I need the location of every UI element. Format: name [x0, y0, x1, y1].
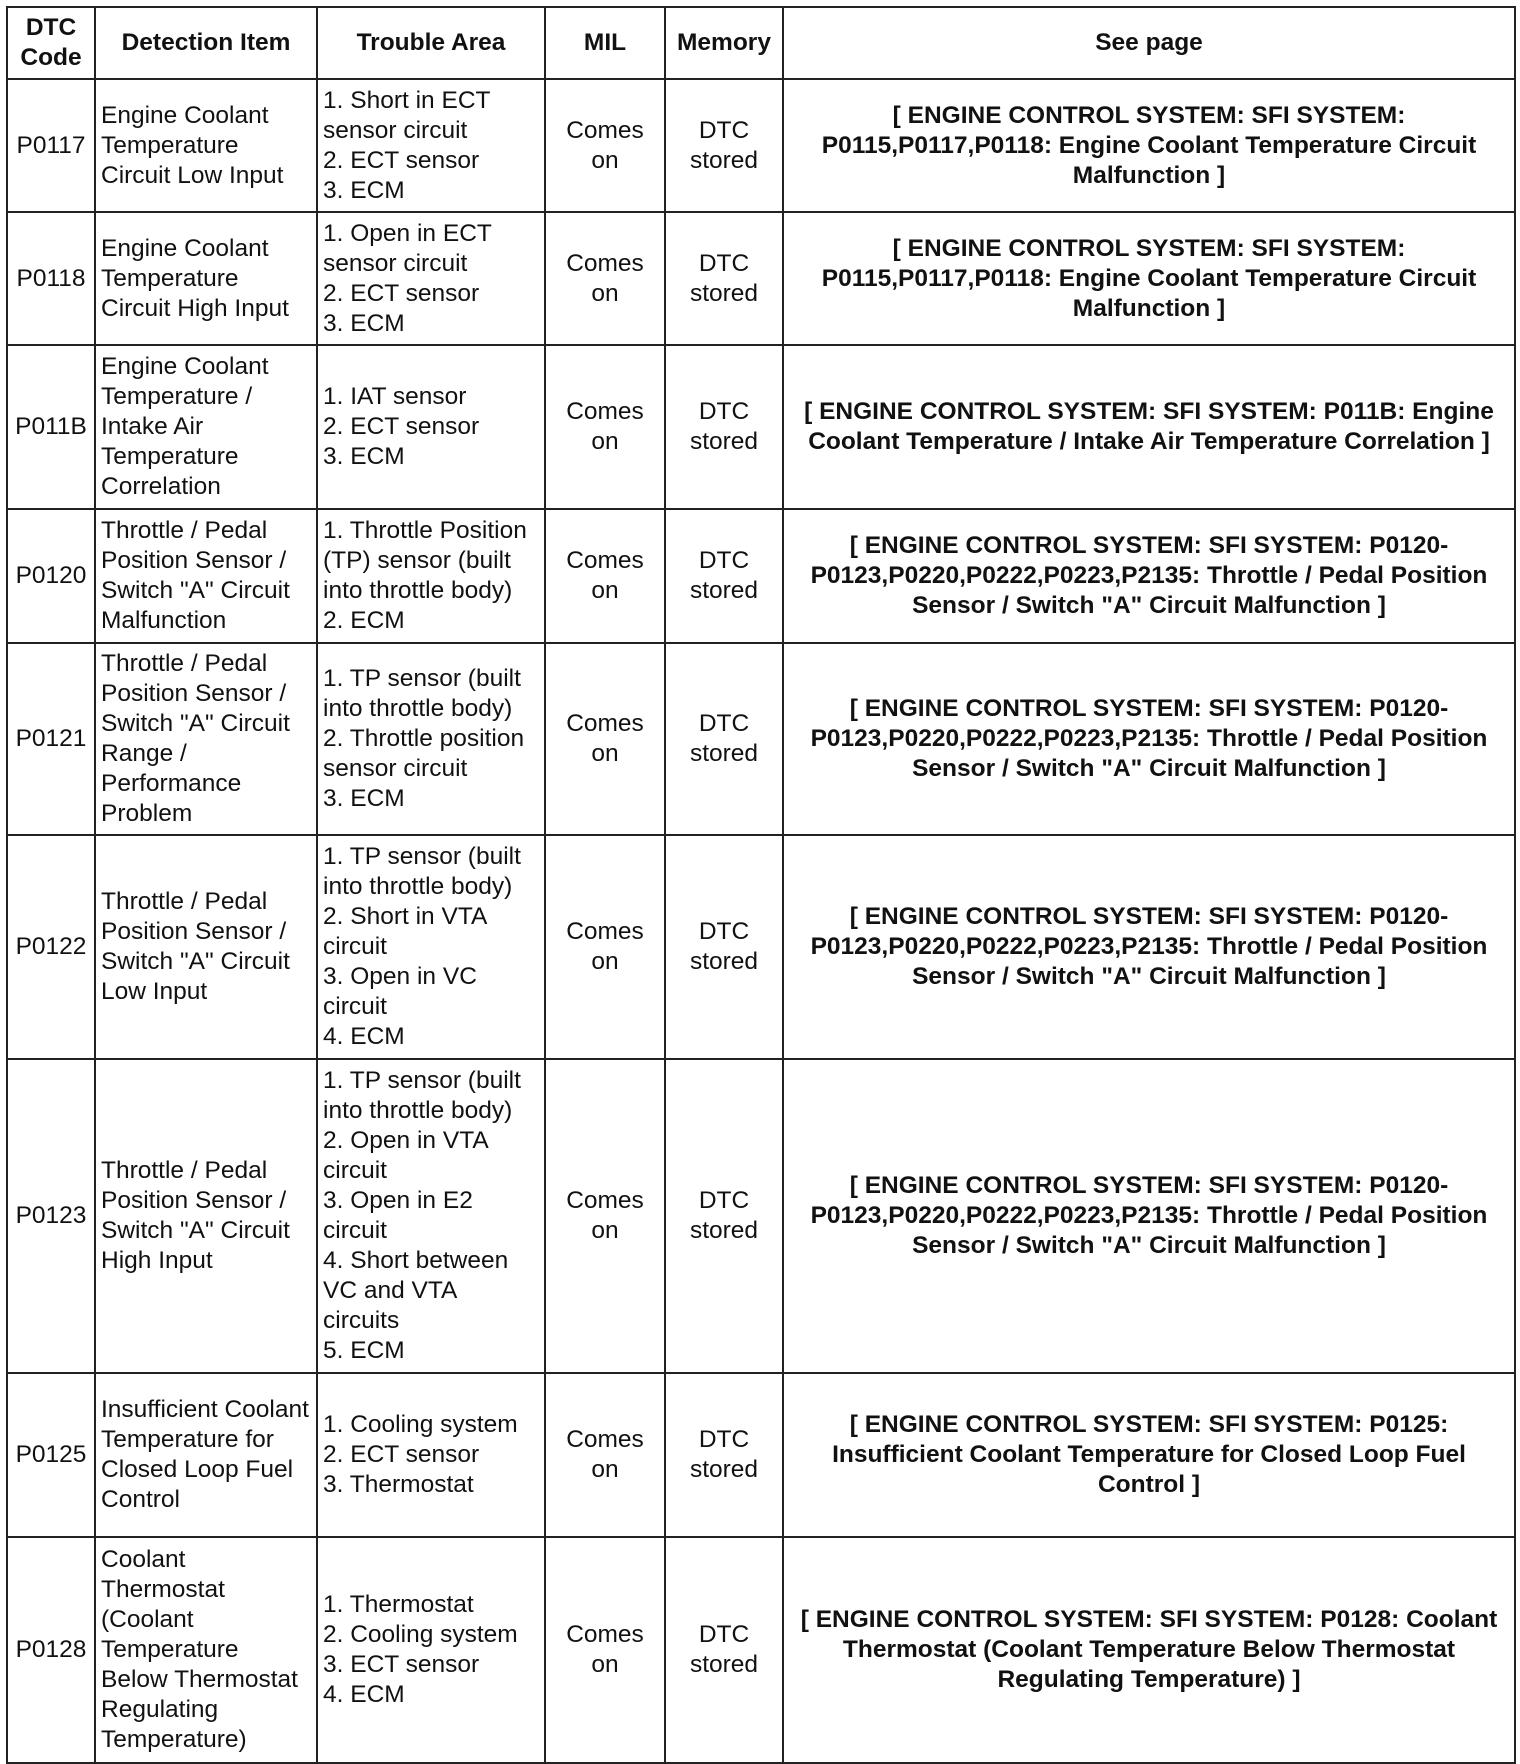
see-page-cell: [ ENGINE CONTROL SYSTEM: SFI SYSTEM: P0120-P0123,P0220,P0222,P0223,P2135: Throttle / Pedal Position Sensor / Switch "A" Circuit Malfunction ]	[783, 835, 1515, 1059]
header-detection-item: Detection Item	[95, 7, 317, 79]
detection-item-cell: Throttle / Pedal Position Sensor / Switch "A" Circuit Low Input	[95, 835, 317, 1059]
detection-item-cell: Throttle / Pedal Position Sensor / Switch "A" Circuit High Input	[95, 1059, 317, 1373]
trouble-area-line: 1. Cooling system	[323, 1411, 518, 1438]
trouble-area-cell	[317, 1373, 545, 1537]
see-page-cell: [ ENGINE CONTROL SYSTEM: SFI SYSTEM: P0115,P0117,P0118: Engine Coolant Temperature Circuit Malfunction ]	[783, 212, 1515, 345]
trouble-area-cell	[317, 643, 545, 835]
trouble-area-line: circuit	[323, 1157, 387, 1184]
header-see-page: See page	[783, 7, 1515, 79]
trouble-area-line: 2. ECT sensor	[323, 146, 480, 174]
see-page-cell: [ ENGINE CONTROL SYSTEM: SFI SYSTEM: P0120-P0123,P0220,P0222,P0223,P2135: Throttle / Pedal Position Sensor / Switch "A" Circuit Malfunction ]	[783, 509, 1515, 643]
trouble-area-cell	[317, 1537, 545, 1763]
trouble-area-line: 1. Open in ECT	[323, 219, 492, 247]
trouble-area-line: 1. TP sensor (built	[323, 665, 521, 692]
see-page-cell: [ ENGINE CONTROL SYSTEM: SFI SYSTEM: P0120-P0123,P0220,P0222,P0223,P2135: Throttle / Pedal Position Sensor / Switch "A" Circuit Malfunction ]	[783, 1059, 1515, 1373]
see-page-cell: [ ENGINE CONTROL SYSTEM: SFI SYSTEM: P0115,P0117,P0118: Engine Coolant Temperature Circuit Malfunction ]	[783, 79, 1515, 212]
trouble-area-line: 1. TP sensor (built	[323, 1067, 521, 1094]
trouble-area-line: 1. Throttle Position	[323, 517, 527, 544]
detection-item-cell: Insufficient Coolant Temperature for Closed Loop Fuel Control	[95, 1373, 317, 1537]
header-trouble-area: Trouble Area	[317, 7, 545, 79]
dtc-table	[6, 6, 1516, 1764]
trouble-area-line: 4. Short between	[323, 1247, 509, 1274]
trouble-area-cell	[317, 212, 545, 345]
dtc-code-cell: P0128	[7, 1537, 95, 1763]
table-row	[7, 79, 1515, 212]
trouble-area-line: 2. ECT sensor	[323, 413, 480, 440]
trouble-area-line: 1. Short in ECT	[323, 86, 491, 114]
mil-cell: Comes on	[545, 1537, 665, 1763]
dtc-code-cell: P0120	[7, 509, 95, 643]
dtc-code-cell: P0118	[7, 212, 95, 345]
trouble-area-line: VC and VTA	[323, 1277, 458, 1304]
trouble-area-line: 5. ECM	[323, 1337, 405, 1364]
mil-cell: Comes on	[545, 643, 665, 835]
trouble-area-line: into throttle body)	[323, 1097, 513, 1124]
trouble-area-line: 3. Open in VC	[323, 963, 477, 990]
trouble-area-line: 2. ECT sensor	[323, 1441, 480, 1468]
trouble-area-line: (TP) sensor (built	[323, 547, 511, 574]
mil-cell: Comes on	[545, 509, 665, 643]
trouble-area-line: circuit	[323, 933, 387, 960]
table-body	[7, 79, 1515, 1763]
trouble-area-line: 1. IAT sensor	[323, 383, 467, 410]
table-row	[7, 1373, 1515, 1537]
trouble-area-line: 3. ECM	[323, 785, 405, 812]
detection-item-cell: Coolant Thermostat (Coolant Temperature Below Thermostat Regulating Temperature)	[95, 1537, 317, 1763]
detection-item-cell: Throttle / Pedal Position Sensor / Switch "A" Circuit Range / Performance Problem	[95, 643, 317, 835]
trouble-area-line: 3. ECM	[323, 309, 405, 337]
header-row	[7, 7, 1515, 79]
header-mil: MIL	[545, 7, 665, 79]
trouble-area-line: 3. ECT sensor	[323, 1651, 480, 1678]
mil-cell: Comes on	[545, 1373, 665, 1537]
mil-cell: Comes on	[545, 1059, 665, 1373]
mil-cell: Comes on	[545, 345, 665, 509]
trouble-area-line: 4. ECM	[323, 1681, 405, 1708]
detection-item-cell: Engine Coolant Temperature / Intake Air Temperature Correlation	[95, 345, 317, 509]
mil-cell: Comes on	[545, 835, 665, 1059]
trouble-area-line: into throttle body)	[323, 873, 513, 900]
trouble-area-line: circuit	[323, 993, 387, 1020]
mil-cell: Comes on	[545, 212, 665, 345]
trouble-area-line: into throttle body)	[323, 577, 513, 604]
table-row	[7, 1537, 1515, 1763]
trouble-area-line: 2. Open in VTA	[323, 1127, 489, 1154]
dtc-code-cell: P0123	[7, 1059, 95, 1373]
trouble-area-line: 3. ECM	[323, 176, 405, 204]
dtc-code-cell: P011B	[7, 345, 95, 509]
trouble-area-line: 3. ECM	[323, 443, 405, 470]
trouble-area-line: into throttle body)	[323, 695, 513, 722]
detection-item-cell: Engine Coolant Temperature Circuit High Input	[95, 212, 317, 345]
memory-cell: DTC stored	[665, 1537, 783, 1763]
memory-cell: DTC stored	[665, 345, 783, 509]
memory-cell: DTC stored	[665, 835, 783, 1059]
detection-item-cell: Throttle / Pedal Position Sensor / Switch "A" Circuit Malfunction	[95, 509, 317, 643]
header-dtc-code: DTC Code	[7, 7, 95, 79]
trouble-area-line: sensor circuit	[323, 249, 468, 277]
table-row	[7, 835, 1515, 1059]
trouble-area-line: 4. ECM	[323, 1023, 405, 1050]
trouble-area-line: 2. ECM	[323, 607, 405, 634]
memory-cell: DTC stored	[665, 212, 783, 345]
trouble-area-cell	[317, 79, 545, 212]
trouble-area-line: sensor circuit	[323, 755, 468, 782]
table-row	[7, 509, 1515, 643]
dtc-code-cell: P0117	[7, 79, 95, 212]
trouble-area-cell	[317, 509, 545, 643]
memory-cell: DTC stored	[665, 509, 783, 643]
see-page-cell: [ ENGINE CONTROL SYSTEM: SFI SYSTEM: P0125: Insufficient Coolant Temperature for Closed Loop Fuel Control ]	[783, 1373, 1515, 1537]
header-memory: Memory	[665, 7, 783, 79]
trouble-area-line: 2. Cooling system	[323, 1621, 518, 1648]
table-row	[7, 1059, 1515, 1373]
trouble-area-line: 3. Open in E2	[323, 1187, 473, 1214]
detection-item-cell: Engine Coolant Temperature Circuit Low Input	[95, 79, 317, 212]
table-row	[7, 345, 1515, 509]
dtc-code-cell: P0122	[7, 835, 95, 1059]
trouble-area-line: circuit	[323, 1217, 387, 1244]
trouble-area-cell	[317, 345, 545, 509]
trouble-area-line: 3. Thermostat	[323, 1471, 474, 1498]
memory-cell: DTC stored	[665, 1059, 783, 1373]
table-row	[7, 643, 1515, 835]
see-page-cell: [ ENGINE CONTROL SYSTEM: SFI SYSTEM: P011B: Engine Coolant Temperature / Intake Air Temperature Correlation ]	[783, 345, 1515, 509]
trouble-area-line: 1. TP sensor (built	[323, 843, 521, 870]
memory-cell: DTC stored	[665, 79, 783, 212]
trouble-area-cell	[317, 835, 545, 1059]
trouble-area-line: 2. ECT sensor	[323, 279, 480, 307]
trouble-area-line: sensor circuit	[323, 116, 468, 144]
trouble-area-cell	[317, 1059, 545, 1373]
dtc-code-cell: P0125	[7, 1373, 95, 1537]
memory-cell: DTC stored	[665, 643, 783, 835]
dtc-code-cell: P0121	[7, 643, 95, 835]
memory-cell: DTC stored	[665, 1373, 783, 1537]
trouble-area-line: circuits	[323, 1307, 400, 1334]
see-page-cell: [ ENGINE CONTROL SYSTEM: SFI SYSTEM: P0128: Coolant Thermostat (Coolant Temperature Below Thermostat Regulating Temperature) ]	[783, 1537, 1515, 1763]
trouble-area-line: 2. Short in VTA	[323, 903, 488, 930]
trouble-area-line: 1. Thermostat	[323, 1591, 474, 1618]
mil-cell: Comes on	[545, 79, 665, 212]
table-row	[7, 212, 1515, 345]
see-page-cell: [ ENGINE CONTROL SYSTEM: SFI SYSTEM: P0120-P0123,P0220,P0222,P0223,P2135: Throttle / Pedal Position Sensor / Switch "A" Circuit Malfunction ]	[783, 643, 1515, 835]
trouble-area-line: 2. Throttle position	[323, 725, 525, 752]
